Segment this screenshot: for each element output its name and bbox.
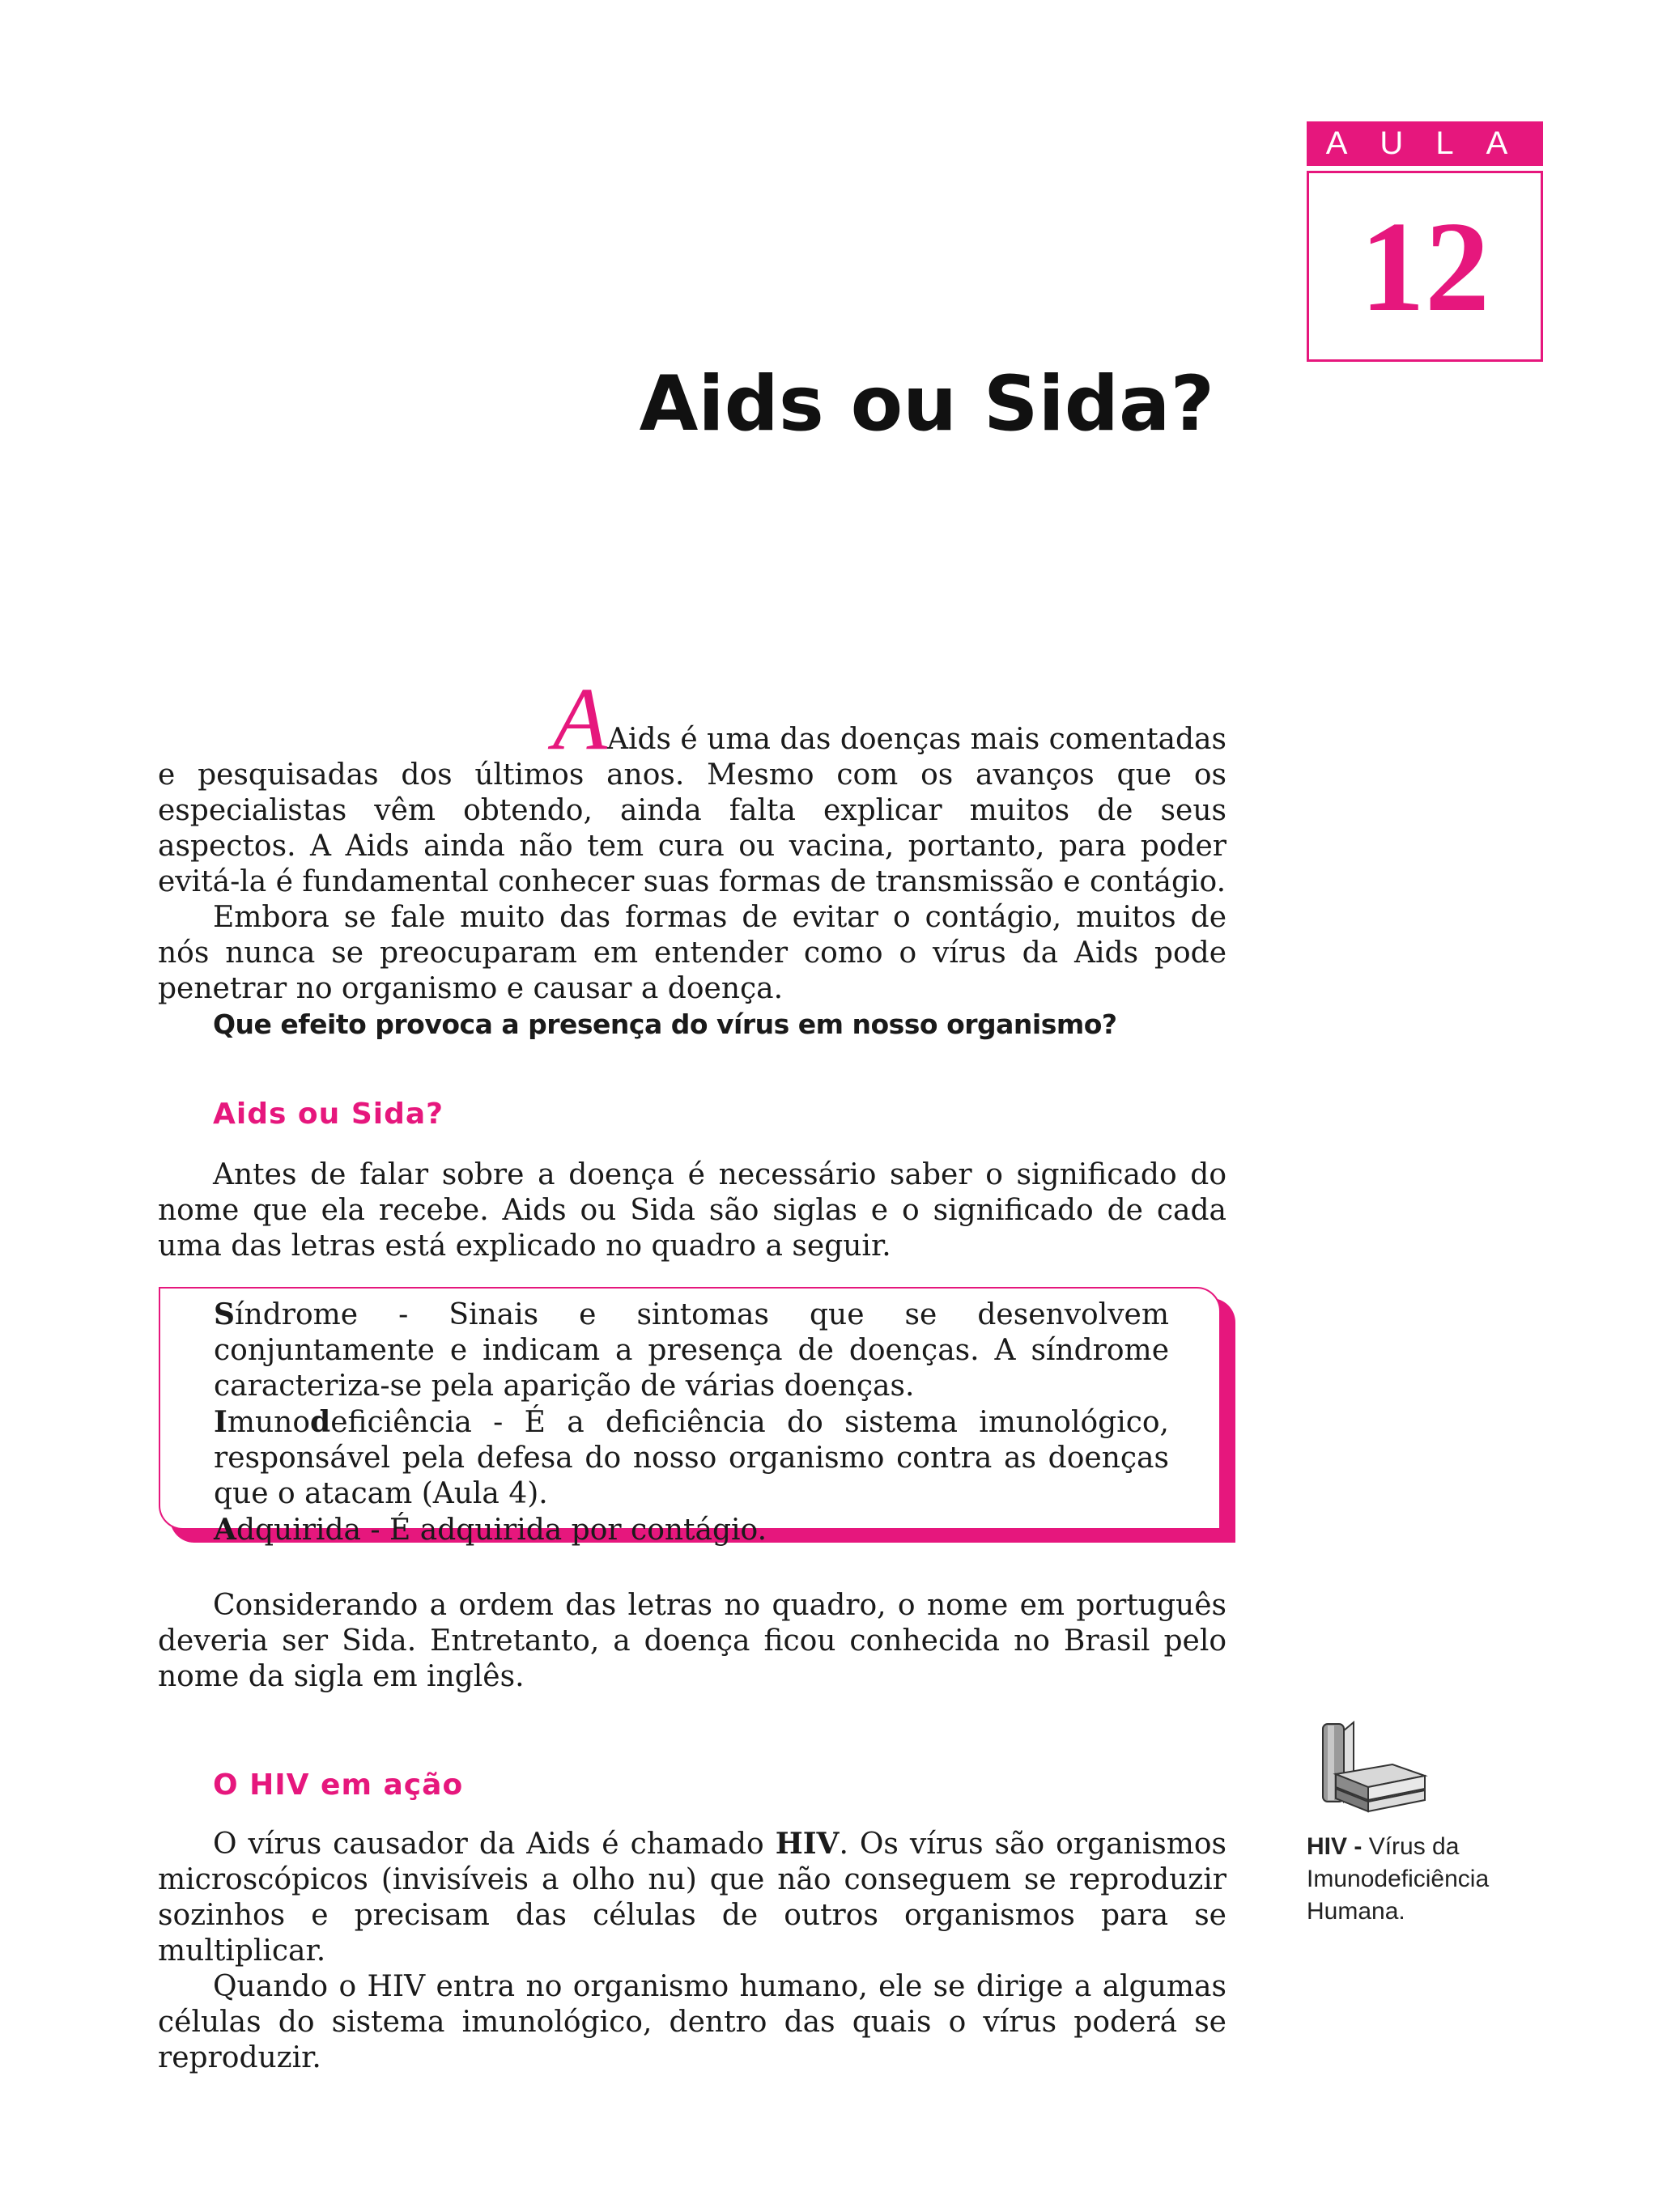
section-heading-aids-sida: Aids ou Sida? [213, 1098, 444, 1131]
hiv-term: HIV [775, 1827, 840, 1861]
after-box-paragraph: Considerando a ordem das letras no quadro, o nome em português deveria ser Sida. Entretanto, a doença ficou conhecida no Brasil pelo nome da sigla em inglês. [158, 1589, 1226, 1693]
intro-section [158, 669, 1226, 1042]
definition-adquirida [214, 1512, 1169, 1548]
intro-first-line [158, 669, 1226, 768]
definition-sindrome-text: índrome - Sinais e sintomas que se desenvolvem conjuntamente e indicam a presença de doenças. A síndrome caracteriza-se pela aparição de várias doenças. [214, 1298, 1169, 1403]
definition-imuno-text: eficiência - É a deficiência do sistema imunológico, responsável pela defesa do nosso organismo contra as doenças que o atacam (Aula 4). [214, 1406, 1169, 1510]
section1-paragraph: Antes de falar sobre a doença é necessário saber o significado do nome que ela recebe. Aids ou Sida são siglas e o significado de cada uma das letras está explicado no quadro a seguir. [158, 1158, 1226, 1263]
section2-body [158, 1826, 1226, 2076]
lesson-badge [1307, 121, 1543, 362]
books-icon [1312, 1716, 1433, 1813]
section2-p1-before: O vírus causador da Aids é chamado [213, 1828, 776, 1861]
intro-paragraph-2: Embora se fale muito das formas de evitar o contágio, muitos de nós nunca se preocuparam em entender como o vírus da Aids pode penetrar no organismo e causar a doença. [158, 901, 1226, 1005]
definition-imuno-mid: muno [227, 1406, 311, 1439]
drop-cap: A [552, 669, 607, 768]
definition-box-content [214, 1297, 1169, 1548]
definition-adquirida-text: dquirida - É adquirida por contágio. [236, 1514, 767, 1547]
side-note-term: HIV - [1307, 1833, 1363, 1860]
section2-paragraph-2: Quando o HIV entra no organismo humano, ele se dirige a algumas células do sistema imunológico, dentro das quais o vírus poderá se reproduzir. [158, 1970, 1226, 2074]
definition-imunodeficiencia [214, 1404, 1169, 1512]
letter-a: A [214, 1513, 236, 1547]
letter-i: I [214, 1405, 227, 1439]
intro-paragraph: e pesquisadas dos últimos anos. Mesmo com os avanços que os especialistas vêm obtendo, ainda falta explicar muitos de seus aspectos. A Aids ainda não tem cura ou vacina, portanto, para poder evitá-la é fundamental conhecer suas formas de transmissão e contágio. [158, 758, 1226, 898]
after-box-section [158, 1588, 1226, 1695]
page-title: Aids ou Sida? [639, 360, 1214, 448]
lesson-label: AULA [1307, 121, 1543, 166]
section1-body [158, 1157, 1226, 1264]
side-note-definition: Vírus da Imunodeficiência Humana. [1307, 1833, 1490, 1925]
definition-sindrome [214, 1297, 1169, 1404]
section-heading-hiv: O HIV em ação [213, 1768, 464, 1802]
section2-paragraph-1 [158, 1826, 1226, 1969]
lesson-number: 12 [1307, 171, 1543, 362]
letter-s: S [214, 1297, 235, 1331]
side-note [1307, 1831, 1566, 1928]
intro-question: Que efeito provoca a presença do vírus em nosso organismo? [213, 1008, 1117, 1040]
letter-d: d [310, 1405, 331, 1439]
intro-first-line-text: Aids é uma das doenças mais comentadas [606, 723, 1226, 756]
section2-p1-after: . Os vírus são organismos microscópicos (invisíveis a olho nu) que não conseguem se reproduzir sozinhos e precisam das células de outros organismos para se multiplicar. [158, 1828, 1226, 1968]
